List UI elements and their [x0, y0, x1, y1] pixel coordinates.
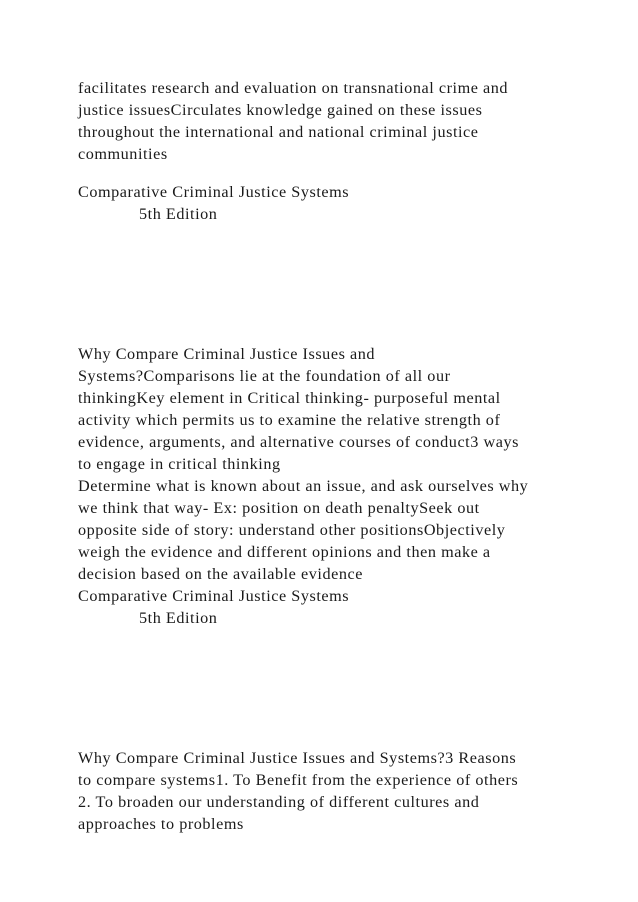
text-line: communities: [78, 145, 168, 163]
text-line: decision based on the available evidence: [78, 565, 363, 583]
section-title: Comparative Criminal Justice Systems: [78, 183, 350, 201]
edition-label: 5th Edition: [139, 205, 218, 223]
text-line: Determine what is known about an issue, and ask ourselves why: [78, 477, 529, 495]
section-title: Comparative Criminal Justice Systems: [78, 587, 350, 605]
text-line: evidence, arguments, and alternative courses of conduct3 ways: [78, 433, 519, 451]
text-line: 2. To broaden our understanding of different cultures and: [78, 793, 480, 811]
text-line: justice issuesCirculates knowledge gained on these issues: [78, 101, 483, 119]
text-line: activity which permits us to examine the relative strength of: [78, 411, 501, 429]
text-line: opposite side of story: understand other positionsObjectively: [78, 521, 506, 539]
text-line: thinkingKey element in Critical thinking- purposeful mental: [78, 389, 501, 407]
text-line: Systems?Comparisons lie at the foundation of all our: [78, 367, 451, 385]
text-line: to compare systems1. To Benefit from the experience of others: [78, 771, 519, 789]
text-line: we think that way- Ex: position on death penaltySeek out: [78, 499, 480, 517]
text-line: facilitates research and evaluation on transnational crime and: [78, 79, 509, 97]
text-line: weigh the evidence and different opinions and then make a: [78, 543, 491, 561]
text-line: Why Compare Criminal Justice Issues and Systems?3 Reasons: [78, 749, 517, 767]
edition-label: 5th Edition: [139, 609, 218, 627]
text-line: Why Compare Criminal Justice Issues and: [78, 345, 376, 363]
text-line: to engage in critical thinking: [78, 455, 281, 473]
text-line: approaches to problems: [78, 815, 244, 833]
text-line: throughout the international and national criminal justice: [78, 123, 479, 141]
